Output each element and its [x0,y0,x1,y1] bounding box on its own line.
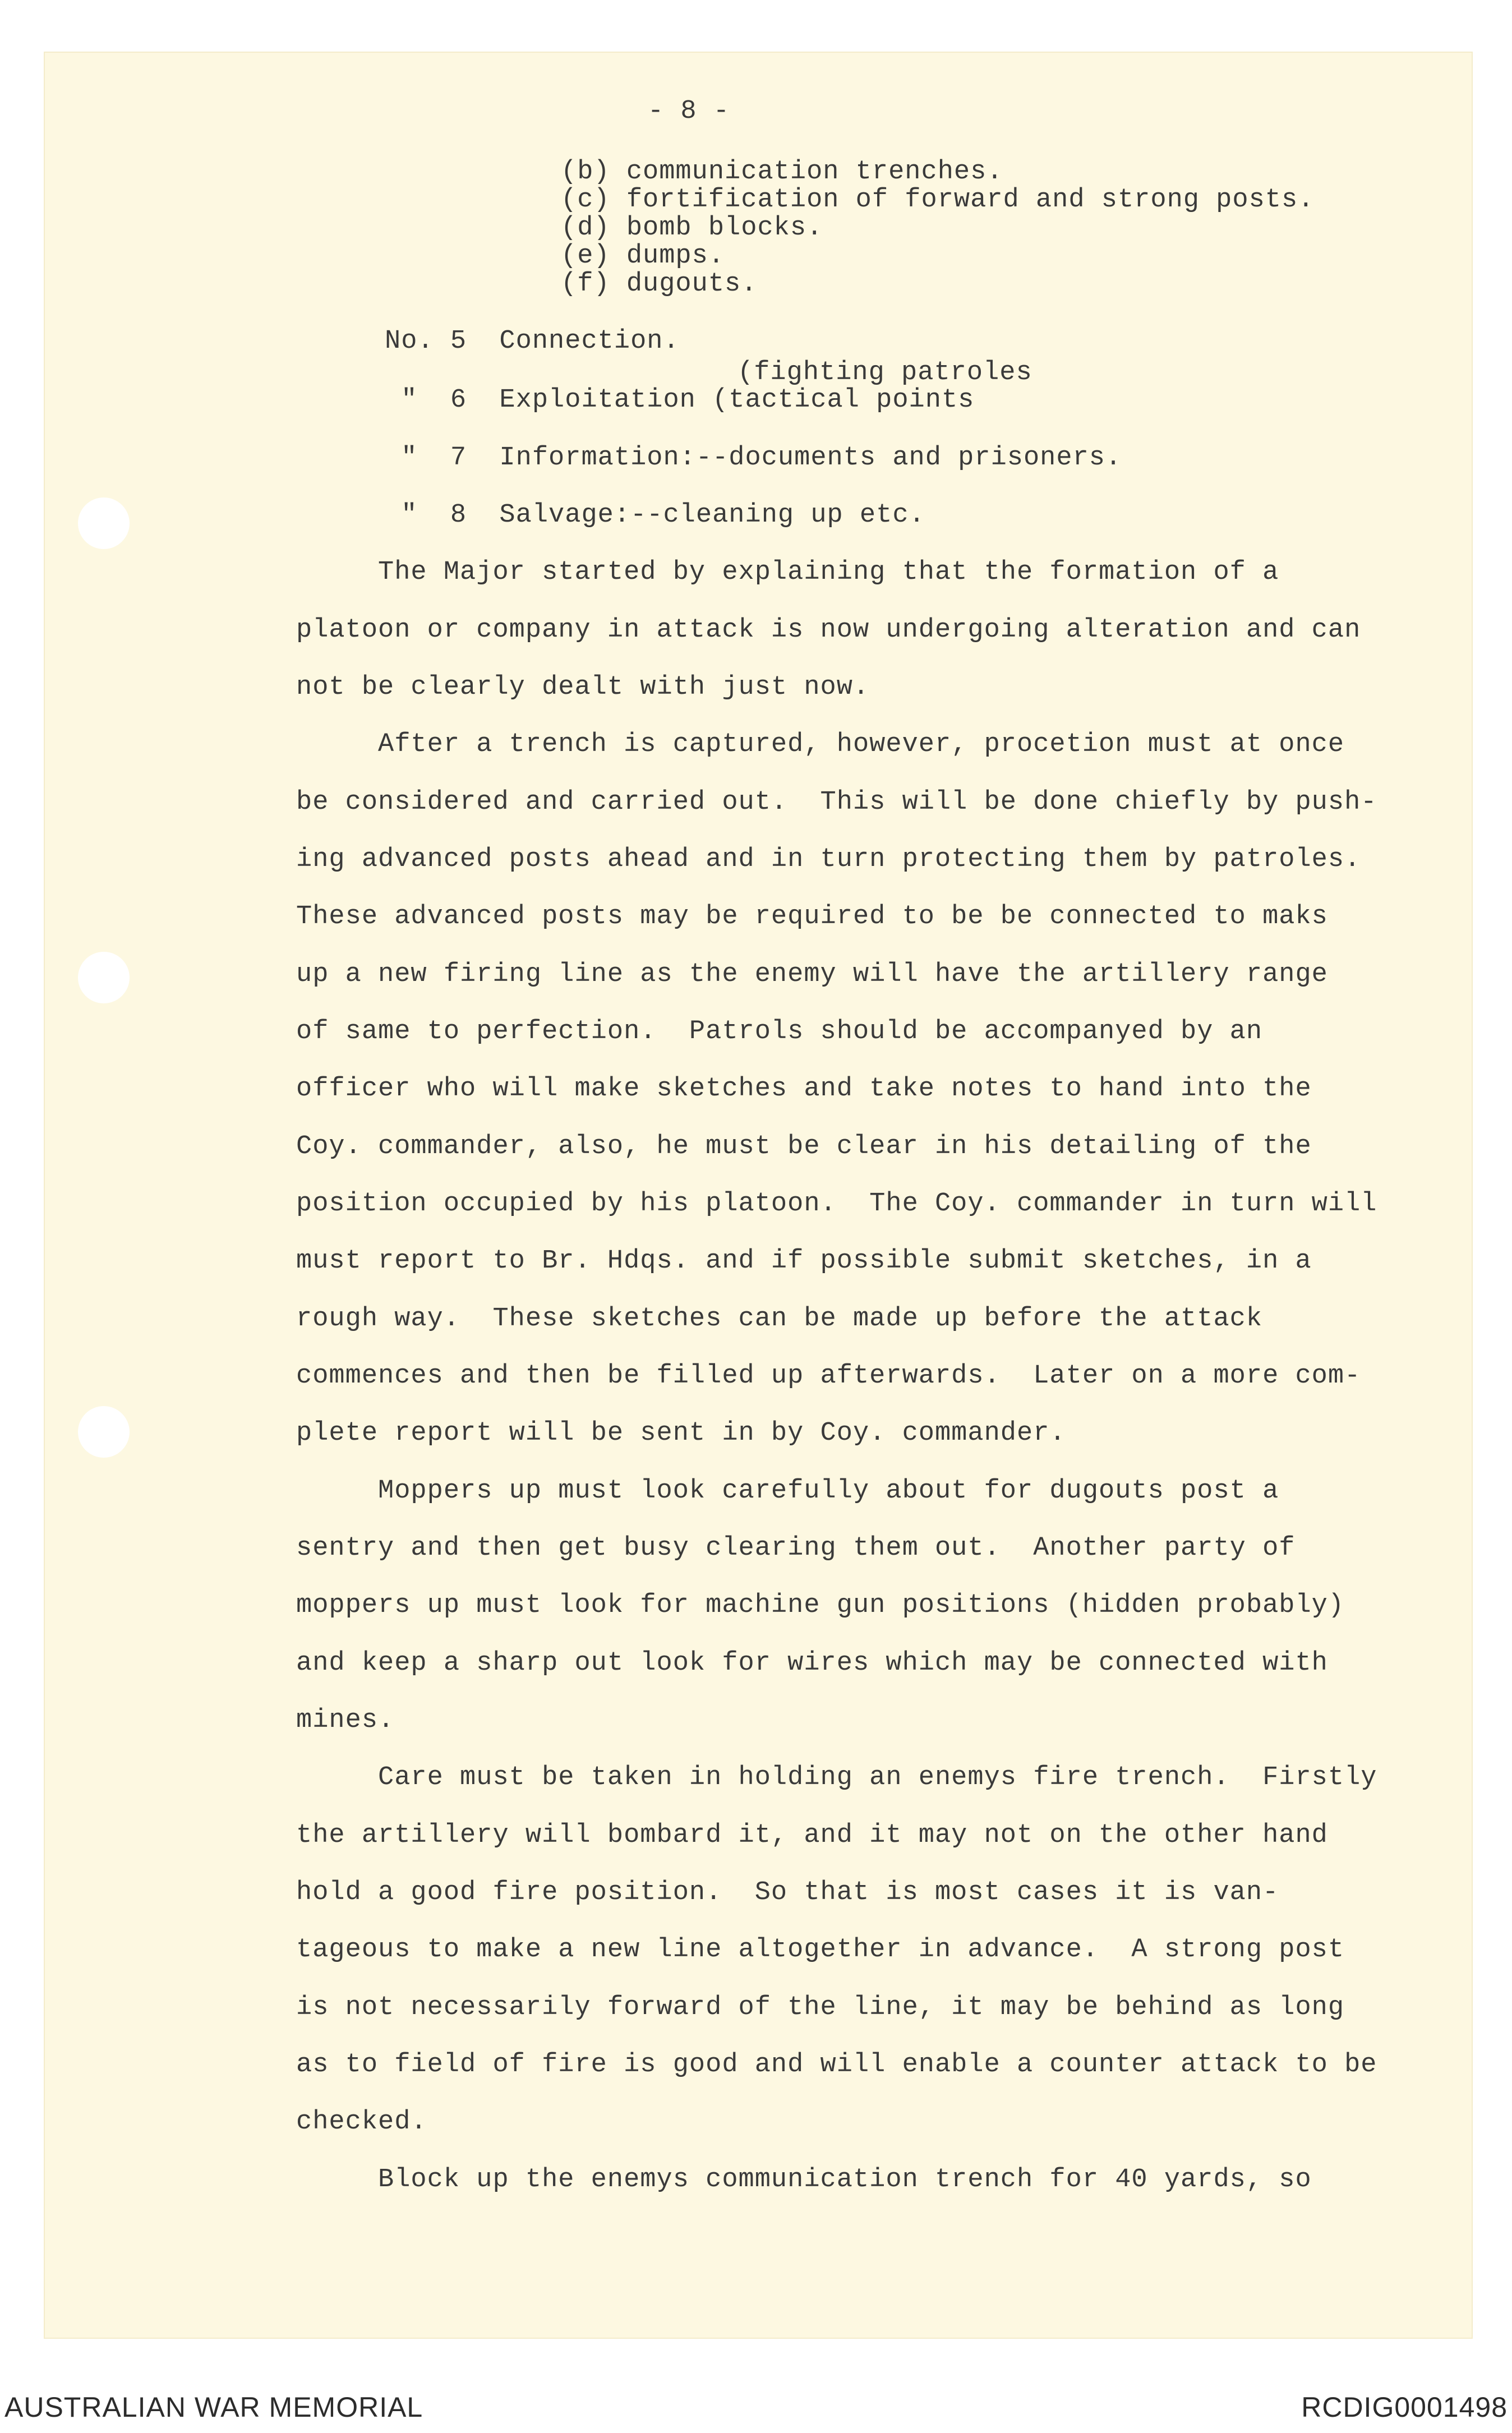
body-line: moppers up must look for machine gun positions (hidden probably) [296,1591,1345,1620]
body-line: These advanced posts may be required to be be connected to maks [296,902,1328,932]
numbered-item-5: No. 5 Connection. [385,326,680,356]
archive-reference: RCDIG0001498 [1301,2391,1508,2423]
body-line: checked. [296,2107,427,2137]
body-line: The Major started by explaining that the formation of a [296,557,1279,587]
body-line: mines. [296,1706,395,1735]
body-line: of same to perfection. Patrols should be accompanyed by an [296,1017,1263,1047]
body-line: platoon or company in attack is now undergoing alteration and can [296,615,1361,645]
body-line: the artillery will bombard it, and it may not on the other hand [296,1821,1328,1850]
body-line: be considered and carried out. This will be done chiefly by push- [296,787,1377,817]
list-item: (c) fortification of forward and strong posts. [561,185,1315,215]
list-item: (f) dugouts. [561,269,758,299]
body-line: tageous to make a new line altogether in advance. A strong post [296,1935,1345,1965]
body-line: is not necessarily forward of the line, it may be behind as long [296,1993,1345,2022]
body-line: up a new firing line as the enemy will have the artillery range [296,960,1328,989]
body-line: ing advanced posts ahead and in turn protecting them by patroles. [296,845,1361,874]
body-line: hold a good fire position. So that is most cases it is van- [296,1878,1279,1907]
body-line: After a trench is captured, however, procetion must at once [296,730,1345,759]
numbered-item-8: " 8 Salvage:--cleaning up etc. [385,500,925,530]
body-line: must report to Br. Hdqs. and if possible submit sketches, in a [296,1246,1312,1276]
numbered-item-6-bracket: (fighting patroles [737,358,1032,388]
list-item: (b) communication trenches. [561,157,1003,187]
body-line: Moppers up must look carefully about for dugouts post a [296,1476,1279,1506]
punch-hole [78,497,130,549]
body-line: Care must be taken in holding an enemys fire trench. Firstly [296,1763,1377,1793]
body-line: and keep a sharp out look for wires which may be connected with [296,1648,1328,1678]
body-line: sentry and then get busy clearing them out. Another party of [296,1533,1296,1563]
body-line: Block up the enemys communication trench for 40 yards, so [296,2165,1312,2195]
body-line: commences and then be filled up afterwards. Later on a more com- [296,1361,1361,1391]
punch-hole [78,1406,130,1458]
page-number: - 8 - [648,96,730,126]
body-line: rough way. These sketches can be made up before the attack [296,1304,1263,1334]
archive-credit: AUSTRALIAN WAR MEMORIAL [4,2391,423,2423]
list-item: (e) dumps. [561,241,725,271]
punch-hole [78,952,130,1003]
body-line: plete report will be sent in by Coy. commander. [296,1418,1066,1448]
body-line: position occupied by his platoon. The Coy. commander in turn will [296,1189,1377,1219]
numbered-item-7: " 7 Information:--documents and prisoners. [385,443,1122,473]
body-line: not be clearly dealt with just now. [296,672,870,702]
body-line: as to field of fire is good and will enable a counter attack to be [296,2050,1377,2080]
list-item: (d) bomb blocks. [561,213,823,243]
body-line: officer who will make sketches and take notes to hand into the [296,1074,1312,1104]
numbered-item-6: " 6 Exploitation (tactical points [385,385,975,415]
body-line: Coy. commander, also, he must be clear in his detailing of the [296,1132,1312,1162]
